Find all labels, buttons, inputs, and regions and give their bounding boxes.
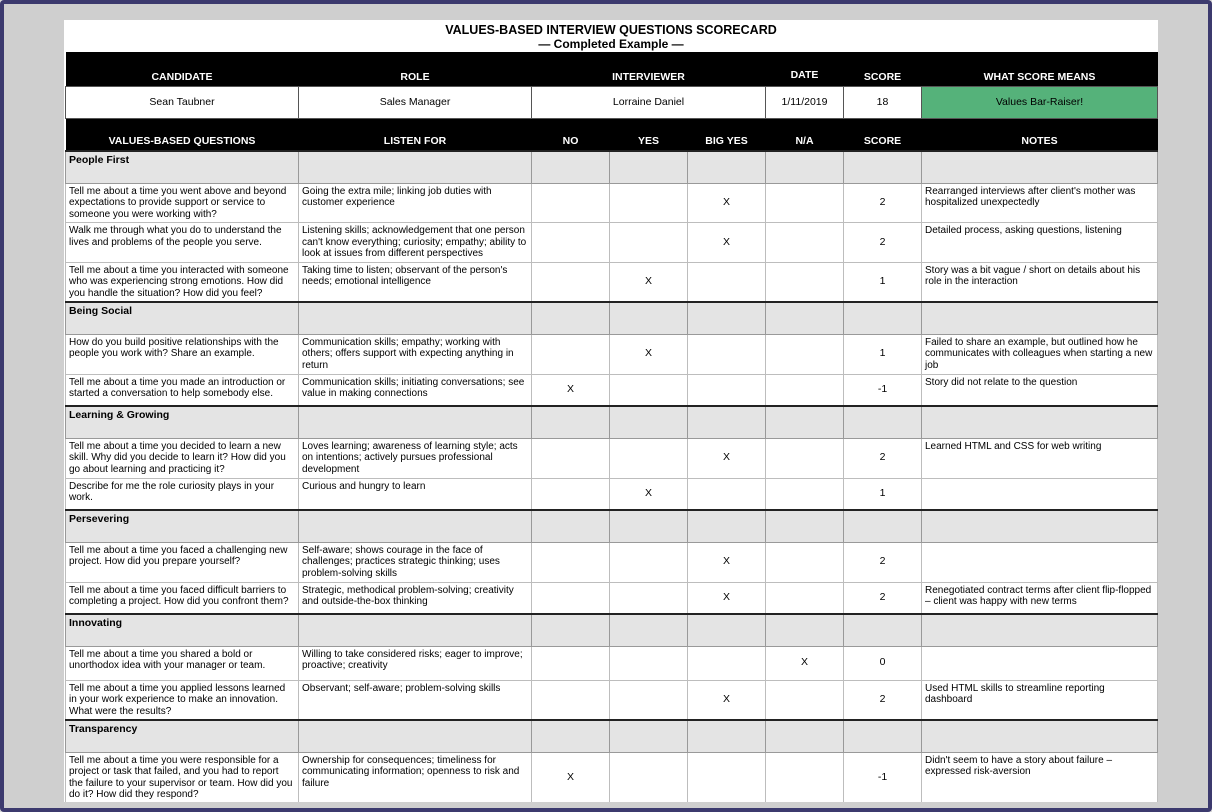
- listen-for-cell: Taking time to listen; observant of the person's needs; emotional intelligence: [299, 262, 532, 302]
- category-filler-cell: [688, 720, 766, 752]
- category-filler-cell: [610, 151, 688, 183]
- no-mark[interactable]: [532, 646, 610, 680]
- na-mark[interactable]: [766, 478, 844, 510]
- total-score-value[interactable]: 18: [844, 86, 922, 118]
- notes-cell[interactable]: Renegotiated contract terms after client flip-flopped – client was happy with new terms: [922, 582, 1158, 614]
- notes-cell[interactable]: Story did not relate to the question: [922, 374, 1158, 406]
- category-label: Learning & Growing: [66, 406, 299, 438]
- no-mark[interactable]: [532, 542, 610, 582]
- category-label: Innovating: [66, 614, 299, 646]
- category-filler-cell: [610, 614, 688, 646]
- big-yes-mark[interactable]: X: [688, 183, 766, 223]
- question-row: [66, 183, 1158, 223]
- yes-mark[interactable]: [610, 542, 688, 582]
- listen-for-cell: Willing to take considered risks; eager to improve; proactive; creativity: [299, 646, 532, 680]
- listen-for-cell: Listening skills; acknowledgement that one person can't know everything; curiosity; empathy; ability to look at issues from different perspectives: [299, 223, 532, 263]
- category-filler-cell: [532, 302, 610, 334]
- row-score[interactable]: 2: [844, 680, 922, 720]
- category-filler-cell: [532, 720, 610, 752]
- category-row: [66, 720, 1158, 752]
- header-listen-for: LISTEN FOR: [299, 118, 532, 151]
- listen-for-cell: Self-aware; shows courage in the face of challenges; practices strategic thinking; uses problem-solving skills: [299, 542, 532, 582]
- question-row: [66, 680, 1158, 720]
- header-big-yes: BIG YES: [688, 118, 766, 151]
- yes-mark[interactable]: X: [610, 262, 688, 302]
- row-score[interactable]: -1: [844, 752, 922, 802]
- yes-mark[interactable]: [610, 183, 688, 223]
- row-score[interactable]: 2: [844, 223, 922, 263]
- row-score[interactable]: -1: [844, 374, 922, 406]
- question-cell: Tell me about a time you interacted with someone who was experiencing strong emotions. How did you handle the situation? How did you feel?: [66, 262, 299, 302]
- big-yes-mark[interactable]: X: [688, 582, 766, 614]
- yes-mark[interactable]: X: [610, 334, 688, 374]
- notes-cell[interactable]: Rearranged interviews after client's mother was hospitalized unexpectedly: [922, 183, 1158, 223]
- header-role: ROLE: [299, 52, 532, 86]
- row-score[interactable]: 1: [844, 478, 922, 510]
- category-filler-cell: [922, 510, 1158, 542]
- na-mark[interactable]: [766, 542, 844, 582]
- category-label: Being Social: [66, 302, 299, 334]
- question-row: [66, 223, 1158, 263]
- category-filler-cell: [766, 406, 844, 438]
- question-cell: Tell me about a time you applied lessons learned in your work experience to make an innovation. What were the results?: [66, 680, 299, 720]
- na-mark[interactable]: [766, 334, 844, 374]
- category-label: People First: [66, 151, 299, 183]
- category-filler-cell: [299, 510, 532, 542]
- question-cell: Tell me about a time you made an introduction or started a conversation to help somebody else.: [66, 374, 299, 406]
- category-filler-cell: [844, 614, 922, 646]
- no-mark[interactable]: [532, 582, 610, 614]
- yes-mark[interactable]: X: [610, 478, 688, 510]
- row-score[interactable]: 1: [844, 334, 922, 374]
- question-row: [66, 582, 1158, 614]
- no-mark[interactable]: [532, 438, 610, 478]
- header-questions: VALUES-BASED QUESTIONS: [66, 118, 299, 151]
- na-mark[interactable]: [766, 262, 844, 302]
- category-filler-cell: [532, 406, 610, 438]
- question-cell: Tell me about a time you decided to learn a new skill. Why did you decide to learn it? How did you go about learning and practicing it?: [66, 438, 299, 478]
- listen-for-cell: Curious and hungry to learn: [299, 478, 532, 510]
- header-interviewer: INTERVIEWER: [532, 52, 766, 86]
- question-cell: Walk me through what you do to understand the lives and problems of the people you serve.: [66, 223, 299, 263]
- na-mark[interactable]: [766, 582, 844, 614]
- question-cell: Describe for me the role curiosity plays in your work.: [66, 478, 299, 510]
- category-filler-cell: [766, 720, 844, 752]
- big-yes-mark[interactable]: [688, 334, 766, 374]
- question-row: [66, 438, 1158, 478]
- notes-cell[interactable]: Didn't seem to have a story about failure – expressed risk-aversion: [922, 752, 1158, 802]
- scorecard-title: VALUES-BASED INTERVIEW QUESTIONS SCORECARD: [445, 23, 777, 37]
- question-cell: Tell me about a time you shared a bold or unorthodox idea with your manager or team.: [66, 646, 299, 680]
- yes-mark[interactable]: [610, 438, 688, 478]
- na-mark[interactable]: X: [766, 646, 844, 680]
- category-filler-cell: [688, 302, 766, 334]
- listen-for-cell: Communication skills; empathy; working with others; offers support with expecting anything in return: [299, 334, 532, 374]
- scorecard-sheet: [64, 20, 1158, 802]
- listen-for-cell: Going the extra mile; linking job duties with customer experience: [299, 183, 532, 223]
- row-score[interactable]: 2: [844, 438, 922, 478]
- category-filler-cell: [844, 302, 922, 334]
- category-filler-cell: [532, 151, 610, 183]
- question-cell: Tell me about a time you faced a challenging new project. How did you prepare yourself?: [66, 542, 299, 582]
- listen-for-cell: Communication skills; initiating conversations; see value in making connections: [299, 374, 532, 406]
- category-filler-cell: [532, 614, 610, 646]
- info-header-row: [66, 52, 1158, 86]
- category-filler-cell: [844, 510, 922, 542]
- header-yes: YES: [610, 118, 688, 151]
- header-score: SCORE: [844, 52, 922, 86]
- yes-mark[interactable]: [610, 646, 688, 680]
- category-filler-cell: [299, 151, 532, 183]
- row-score[interactable]: 2: [844, 183, 922, 223]
- question-row: [66, 334, 1158, 374]
- header-candidate: CANDIDATE: [66, 52, 299, 86]
- big-yes-mark[interactable]: [688, 752, 766, 802]
- interviewer-value[interactable]: Lorraine Daniel: [532, 86, 766, 118]
- category-filler-cell: [610, 406, 688, 438]
- category-filler-cell: [922, 406, 1158, 438]
- yes-mark[interactable]: [610, 374, 688, 406]
- category-filler-cell: [532, 510, 610, 542]
- role-value[interactable]: Sales Manager: [299, 86, 532, 118]
- category-filler-cell: [688, 151, 766, 183]
- question-row: [66, 752, 1158, 802]
- yes-mark[interactable]: [610, 752, 688, 802]
- question-row: [66, 542, 1158, 582]
- no-mark[interactable]: [532, 262, 610, 302]
- question-cell: Tell me about a time you were responsible for a project or task that failed, and you had to report the failure to your supervisor or team. How did you do it? How did they respond?: [66, 752, 299, 802]
- notes-cell[interactable]: [922, 478, 1158, 510]
- category-filler-cell: [766, 151, 844, 183]
- notes-cell[interactable]: [922, 542, 1158, 582]
- na-mark[interactable]: [766, 438, 844, 478]
- category-filler-cell: [766, 614, 844, 646]
- no-mark[interactable]: [532, 334, 610, 374]
- no-mark[interactable]: X: [532, 374, 610, 406]
- category-row: [66, 614, 1158, 646]
- no-mark[interactable]: [532, 183, 610, 223]
- header-row-score: SCORE: [844, 118, 922, 151]
- row-score[interactable]: 1: [844, 262, 922, 302]
- na-mark[interactable]: [766, 752, 844, 802]
- info-row: [66, 86, 1158, 118]
- scorecard-table: [65, 52, 1158, 802]
- na-mark[interactable]: [766, 680, 844, 720]
- header-notes: NOTES: [922, 118, 1158, 151]
- category-filler-cell: [299, 720, 532, 752]
- category-filler-cell: [610, 510, 688, 542]
- listen-for-cell: Loves learning; awareness of learning style; acts on intentions; actively pursues professional development: [299, 438, 532, 478]
- question-row: [66, 374, 1158, 406]
- big-yes-mark[interactable]: X: [688, 680, 766, 720]
- header-meaning: WHAT SCORE MEANS: [922, 52, 1158, 86]
- big-yes-mark[interactable]: [688, 262, 766, 302]
- row-score[interactable]: 0: [844, 646, 922, 680]
- header-no: NO: [532, 118, 610, 151]
- category-filler-cell: [922, 720, 1158, 752]
- question-cell: Tell me about a time you faced difficult barriers to completing a project. How did you confront them?: [66, 582, 299, 614]
- question-row: [66, 478, 1158, 510]
- no-mark[interactable]: [532, 223, 610, 263]
- category-filler-cell: [844, 406, 922, 438]
- candidate-value[interactable]: Sean Taubner: [66, 86, 299, 118]
- category-filler-cell: [299, 406, 532, 438]
- notes-cell[interactable]: Failed to share an example, but outlined how he communicates with colleagues when starting a new job: [922, 334, 1158, 374]
- na-mark[interactable]: [766, 374, 844, 406]
- category-filler-cell: [610, 720, 688, 752]
- category-filler-cell: [299, 302, 532, 334]
- question-cell: Tell me about a time you went above and beyond expectations to provide support or service to someone you were working with?: [66, 183, 299, 223]
- big-yes-mark[interactable]: [688, 646, 766, 680]
- category-filler-cell: [922, 151, 1158, 183]
- score-meaning-value[interactable]: Values Bar-Raiser!: [922, 86, 1158, 118]
- category-row: [66, 151, 1158, 183]
- notes-cell[interactable]: [922, 646, 1158, 680]
- notes-cell[interactable]: Detailed process, asking questions, listening: [922, 223, 1158, 263]
- big-yes-mark[interactable]: X: [688, 542, 766, 582]
- category-filler-cell: [922, 614, 1158, 646]
- yes-mark[interactable]: [610, 223, 688, 263]
- no-mark[interactable]: [532, 478, 610, 510]
- row-score[interactable]: 2: [844, 582, 922, 614]
- no-mark[interactable]: X: [532, 752, 610, 802]
- notes-cell[interactable]: Story was a bit vague / short on details about his role in the interaction: [922, 262, 1158, 302]
- notes-cell[interactable]: Used HTML skills to streamline reporting dashboard: [922, 680, 1158, 720]
- big-yes-mark[interactable]: X: [688, 223, 766, 263]
- listen-for-cell: Ownership for consequences; timeliness for communicating information; openness to risk and failure: [299, 752, 532, 802]
- category-filler-cell: [299, 614, 532, 646]
- category-filler-cell: [610, 302, 688, 334]
- row-score[interactable]: 2: [844, 542, 922, 582]
- category-row: [66, 510, 1158, 542]
- questions-header-row: [66, 118, 1158, 151]
- category-row: [66, 406, 1158, 438]
- na-mark[interactable]: [766, 183, 844, 223]
- na-mark[interactable]: [766, 223, 844, 263]
- category-filler-cell: [844, 151, 922, 183]
- header-na: N/A: [766, 118, 844, 151]
- category-filler-cell: [688, 510, 766, 542]
- scorecard-subtitle: — Completed Example —: [538, 37, 684, 51]
- header-date: DATE: [766, 52, 844, 86]
- yes-mark[interactable]: [610, 582, 688, 614]
- big-yes-mark[interactable]: [688, 374, 766, 406]
- category-filler-cell: [922, 302, 1158, 334]
- date-value[interactable]: 1/11/2019: [766, 86, 844, 118]
- category-filler-cell: [844, 720, 922, 752]
- category-row: [66, 302, 1158, 334]
- big-yes-mark[interactable]: [688, 478, 766, 510]
- big-yes-mark[interactable]: X: [688, 438, 766, 478]
- category-filler-cell: [688, 406, 766, 438]
- title-block: [64, 20, 1158, 52]
- question-row: [66, 262, 1158, 302]
- notes-cell[interactable]: Learned HTML and CSS for web writing: [922, 438, 1158, 478]
- no-mark[interactable]: [532, 680, 610, 720]
- listen-for-cell: Strategic, methodical problem-solving; creativity and outside-the-box thinking: [299, 582, 532, 614]
- category-filler-cell: [766, 302, 844, 334]
- listen-for-cell: Observant; self-aware; problem-solving skills: [299, 680, 532, 720]
- category-filler-cell: [766, 510, 844, 542]
- question-cell: How do you build positive relationships with the people you work with? Share an example.: [66, 334, 299, 374]
- category-filler-cell: [688, 614, 766, 646]
- yes-mark[interactable]: [610, 680, 688, 720]
- question-row: [66, 646, 1158, 680]
- category-label: Transparency: [66, 720, 299, 752]
- category-label: Persevering: [66, 510, 299, 542]
